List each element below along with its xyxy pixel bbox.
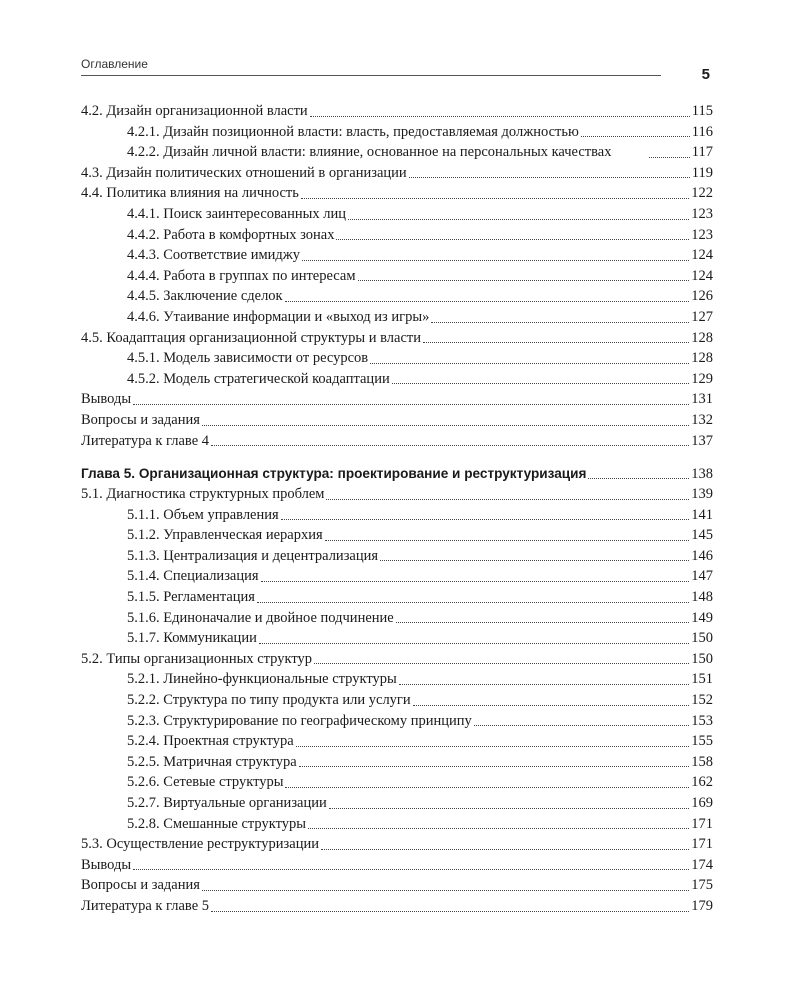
toc-entry bbox=[81, 122, 713, 143]
toc-entry-page: 171 bbox=[691, 815, 713, 832]
dot-leader bbox=[325, 540, 690, 541]
toc-entry-page: 150 bbox=[691, 630, 713, 647]
toc-entry-page: 124 bbox=[691, 267, 713, 284]
dot-leader bbox=[581, 136, 690, 137]
toc-entry bbox=[81, 649, 713, 670]
toc-entry bbox=[81, 101, 713, 122]
dot-leader bbox=[431, 322, 689, 323]
toc-entry-page: 138 bbox=[691, 465, 713, 482]
toc-entry bbox=[81, 896, 713, 917]
toc-entry-title: 5.2.6. Сетевые структуры bbox=[127, 774, 284, 791]
dot-leader bbox=[399, 684, 690, 685]
toc-entry-title: 5.2.1. Линейно-функциональные структуры bbox=[127, 671, 397, 688]
toc-entry-page: 174 bbox=[691, 856, 713, 873]
dot-leader bbox=[348, 219, 689, 220]
toc-entry bbox=[81, 183, 713, 204]
toc-entry-title: 5.2. Типы организационных структур bbox=[81, 650, 312, 667]
dot-leader bbox=[423, 342, 689, 343]
dot-leader bbox=[261, 581, 690, 582]
toc-entry-page: 126 bbox=[691, 288, 713, 305]
dot-leader bbox=[308, 828, 689, 829]
toc-entry-page: 128 bbox=[691, 350, 713, 367]
toc-entry bbox=[81, 204, 713, 225]
toc-entry-title: 5.2.8. Смешанные структуры bbox=[127, 815, 306, 832]
toc-entry-page: 119 bbox=[691, 164, 713, 181]
toc-entry-page: 179 bbox=[691, 897, 713, 914]
dot-leader bbox=[259, 643, 689, 644]
toc-entry-page: 122 bbox=[691, 185, 713, 202]
toc-entry bbox=[81, 752, 713, 773]
dot-leader bbox=[133, 869, 689, 870]
dot-leader bbox=[211, 911, 689, 912]
toc-entry-title: 5.2.3. Структурирование по географическому принципу bbox=[127, 712, 472, 729]
toc-entry-page: 155 bbox=[691, 733, 713, 750]
dot-leader bbox=[285, 787, 689, 788]
toc-entry bbox=[81, 731, 713, 752]
toc-entry-title: 4.5. Коадаптация организационной структуры и власти bbox=[81, 329, 422, 346]
dot-leader bbox=[285, 301, 690, 302]
toc-entry-page: 139 bbox=[691, 486, 713, 503]
toc-entry bbox=[81, 369, 713, 390]
dot-leader bbox=[649, 157, 690, 158]
dot-leader bbox=[301, 198, 689, 199]
toc-entry bbox=[81, 587, 713, 608]
toc-entry bbox=[81, 814, 713, 835]
toc-entry bbox=[81, 793, 713, 814]
toc-entry-page: 145 bbox=[691, 527, 713, 544]
dot-leader bbox=[380, 560, 689, 561]
toc-entry-title: 4.5.1. Модель зависимости от ресурсов bbox=[127, 350, 369, 367]
toc-entry bbox=[81, 328, 713, 349]
toc-entry-title: 5.3. Осуществление реструктуризации bbox=[81, 836, 319, 853]
toc-entry-title: Глава 5. Организационная структура: проектирование и реструктуризация bbox=[81, 465, 587, 481]
toc-entry-title: 4.4.2. Работа в комфортных зонах bbox=[127, 226, 335, 243]
dot-leader bbox=[133, 404, 689, 405]
toc-entry bbox=[81, 348, 713, 369]
toc-entry bbox=[81, 484, 713, 505]
toc-entry-page: 124 bbox=[691, 247, 713, 264]
dot-leader bbox=[302, 260, 689, 261]
page-number: 5 bbox=[701, 66, 710, 83]
dot-leader bbox=[310, 116, 690, 117]
toc-entry-page: 146 bbox=[691, 547, 713, 564]
dot-leader bbox=[358, 280, 690, 281]
toc-entry-title: 5.1.3. Централизация и децентрализация bbox=[127, 547, 379, 564]
toc-entry bbox=[81, 286, 713, 307]
toc-entry-page: 116 bbox=[691, 123, 713, 140]
toc-entry-title: 5.1.6. Единоначалие и двойное подчинение bbox=[127, 609, 394, 626]
toc-entry-title: 5.1.1. Объем управления bbox=[127, 506, 279, 523]
header-rule bbox=[81, 75, 661, 76]
dot-leader bbox=[257, 602, 689, 603]
toc-entry bbox=[81, 225, 713, 246]
toc-entry-title: Вопросы и задания bbox=[81, 877, 200, 894]
toc-entry-page: 115 bbox=[691, 103, 713, 119]
toc-entry bbox=[81, 431, 713, 452]
toc-entry-page: 169 bbox=[691, 795, 713, 811]
toc-entry-page: 171 bbox=[691, 836, 713, 853]
toc-entry-page: 123 bbox=[691, 226, 713, 243]
toc-entry bbox=[81, 307, 713, 328]
toc-entry-page: 132 bbox=[691, 411, 713, 428]
toc-entry-title: 4.4.4. Работа в группах по интересам bbox=[127, 267, 356, 284]
toc-entry-title: 4.2.1. Дизайн позиционной власти: власть, предоставляемая должностью bbox=[127, 123, 579, 140]
toc-entry bbox=[81, 608, 713, 629]
toc-entry bbox=[81, 505, 713, 526]
dot-leader bbox=[281, 519, 690, 520]
toc-entry-page: 153 bbox=[691, 712, 713, 729]
dot-leader bbox=[321, 849, 689, 850]
dot-leader bbox=[314, 663, 689, 664]
toc-entry bbox=[81, 566, 713, 587]
toc-entry bbox=[81, 142, 713, 163]
toc-entry-page: 141 bbox=[691, 506, 713, 523]
toc-entry-page: 117 bbox=[691, 144, 713, 161]
toc-entry bbox=[81, 163, 713, 184]
toc-entry-title: 5.1.4. Специализация bbox=[127, 568, 259, 585]
toc-entry-page: 131 bbox=[691, 391, 713, 408]
dot-leader bbox=[329, 808, 689, 809]
toc-entry-page: 147 bbox=[691, 568, 713, 585]
toc-entry-page: 175 bbox=[691, 877, 713, 894]
toc-chapter-entry bbox=[81, 463, 713, 484]
toc-entry bbox=[81, 669, 713, 690]
toc-entry-title: 4.4.5. Заключение сделок bbox=[127, 288, 283, 305]
toc-entry-title: Выводы bbox=[81, 856, 132, 873]
toc-entry bbox=[81, 628, 713, 649]
toc-entry-page: 137 bbox=[691, 432, 713, 449]
toc-entry-title: 5.1.7. Коммуникации bbox=[127, 630, 257, 647]
toc-entry bbox=[81, 245, 713, 266]
toc-entry-title: Литература к главе 4 bbox=[81, 432, 210, 449]
toc-entry-page: 123 bbox=[691, 205, 713, 222]
toc-entry bbox=[81, 546, 713, 567]
toc-entry bbox=[81, 389, 713, 410]
toc-entry-title: 4.2. Дизайн организационной власти bbox=[81, 103, 308, 119]
running-title: Оглавление bbox=[81, 57, 148, 71]
toc-entry bbox=[81, 266, 713, 287]
dot-leader bbox=[409, 177, 690, 178]
toc-entry-page: 129 bbox=[691, 370, 713, 387]
dot-leader bbox=[370, 363, 689, 364]
dot-leader bbox=[326, 499, 689, 500]
toc-entry bbox=[81, 525, 713, 546]
dot-leader bbox=[202, 425, 689, 426]
toc-entry-page: 127 bbox=[691, 308, 713, 325]
dot-leader bbox=[474, 725, 689, 726]
toc-entry-page: 128 bbox=[691, 329, 713, 346]
dot-leader bbox=[299, 766, 690, 767]
toc-entry-title: 4.4.3. Соответствие имиджу bbox=[127, 247, 301, 264]
toc-entry bbox=[81, 875, 713, 896]
toc-entry-title: 4.5.2. Модель стратегической коадаптации bbox=[127, 370, 390, 387]
toc-entry-page: 152 bbox=[691, 692, 713, 709]
toc-entry-title: 5.1.5. Регламентация bbox=[127, 589, 255, 606]
toc-entry-title: Литература к главе 5 bbox=[81, 897, 210, 914]
toc-entry-title: 5.2.7. Виртуальные организации bbox=[127, 795, 327, 811]
dot-leader bbox=[588, 478, 689, 479]
toc-entry bbox=[81, 772, 713, 793]
toc-entry-page: 158 bbox=[691, 753, 713, 770]
table-of-contents bbox=[81, 101, 713, 917]
dot-leader bbox=[413, 705, 690, 706]
toc-entry bbox=[81, 834, 713, 855]
toc-entry-title: 4.4. Политика влияния на личность bbox=[81, 185, 299, 202]
toc-entry bbox=[81, 855, 713, 876]
toc-entry-page: 151 bbox=[691, 671, 713, 688]
toc-entry-title: 5.2.4. Проектная структура bbox=[127, 733, 294, 750]
toc-entry-title: 4.4.6. Утаивание информации и «выход из игры» bbox=[127, 308, 430, 325]
toc-entry-title: 5.1.2. Управленческая иерархия bbox=[127, 527, 323, 544]
toc-entry-title: 5.1. Диагностика структурных проблем bbox=[81, 486, 325, 503]
dot-leader bbox=[211, 445, 689, 446]
toc-entry-page: 149 bbox=[691, 609, 713, 626]
toc-entry-title: 4.4.1. Поиск заинтересованных лиц bbox=[127, 205, 347, 222]
toc-entry bbox=[81, 711, 713, 732]
toc-entry-title: 4.3. Дизайн политических отношений в организации bbox=[81, 164, 407, 181]
toc-entry-page: 162 bbox=[691, 774, 713, 791]
toc-entry bbox=[81, 410, 713, 431]
dot-leader bbox=[202, 890, 689, 891]
toc-entry-page: 148 bbox=[691, 589, 713, 606]
toc-entry-title: Выводы bbox=[81, 391, 132, 408]
toc-entry bbox=[81, 690, 713, 711]
dot-leader bbox=[396, 622, 690, 623]
dot-leader bbox=[296, 746, 690, 747]
toc-entry-page: 150 bbox=[691, 650, 713, 667]
toc-entry-title: Вопросы и задания bbox=[81, 411, 200, 428]
toc-entry-title: 5.2.2. Структура по типу продукта или услуги bbox=[127, 692, 411, 709]
dot-leader bbox=[336, 239, 689, 240]
dot-leader bbox=[392, 383, 690, 384]
toc-entry-title: 4.2.2. Дизайн личной власти: влияние, основанное на персональных качествах bbox=[127, 143, 612, 160]
toc-entry-title: 5.2.5. Матричная структура bbox=[127, 753, 297, 770]
